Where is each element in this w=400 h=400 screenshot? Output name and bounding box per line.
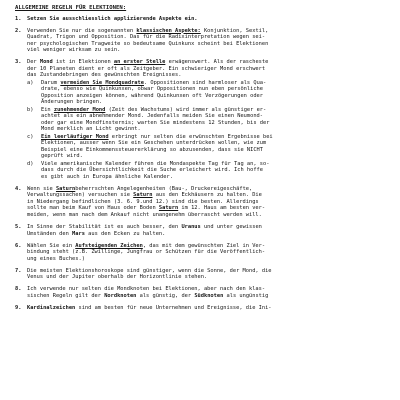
sub-rule-text-line: es gibt auch in Europa ähnliche Kalender. [41, 173, 173, 180]
rule-text-line: Der Mond ist in Elektionen an erster Stelle erwägenswert. Als der rascheste [27, 59, 269, 66]
rule-number: 2. [15, 27, 22, 34]
rule-text-line: Kardinalzeichen sind am besten für neue Unternehmen und Ereignisse, die Ini- [27, 304, 272, 311]
sub-rule-text-line: Ein leerläufiger Mond erbringt nur selten die erwünschten Ergebnisse bei [41, 133, 273, 140]
sub-rule-label: d) [27, 160, 34, 167]
sub-rule-text-line: Mond merklich an Licht gewinnt. [41, 126, 141, 133]
rule-text-line: Ich verwende nur selten die Mondknoten bei Elektionen, aber nach den klas- [27, 286, 266, 293]
sub-rule-item [27, 107, 386, 133]
rule-body [27, 28, 386, 54]
sub-rule-text-line: Darum vermeiden Sie Mondquadrate. Oppositionen sind harmloser als Qua- [41, 79, 267, 86]
rule-number: 4. [15, 185, 22, 192]
rule-text-line: viel weniger wirksam zu sein. [27, 47, 121, 54]
rule-number: 5. [15, 224, 22, 231]
rule-text-line: sischen Regeln gilt der Nordknoten als günstig, der Südknoten als ungünstig [27, 292, 269, 299]
rule-body [27, 286, 386, 299]
rule-text-line: das Zustandebringen des gewünschten Ereignisses. [27, 72, 182, 79]
sub-rule-item [27, 80, 386, 106]
rules-list [15, 16, 386, 312]
sub-rule-body [41, 107, 386, 133]
rule-number: 7. [15, 267, 22, 274]
sub-rule-text-line: oder gar eine Mondfinsternis; warten Sie mindestens 12 Stunden, bis der [41, 119, 270, 126]
sub-rule-text-line: Beispiel eine Einkommenssteuererklärung so abzusenden, dass sie NICHT [41, 146, 263, 153]
rule-text-line: bindung steht (z.B. Zwillinge, Jungfrau or Schützen für die Veröffentlich- [27, 249, 266, 256]
sub-rule-body [41, 134, 386, 160]
rule-body [27, 186, 386, 219]
rule-item [15, 28, 386, 54]
sub-rule-text-line: achtet als ein abnehmender Mond. Jedenfalls meiden Sie einen Neumond- [41, 113, 263, 120]
rule-text-line: Quadrat, Trigon und Opposition. Das für die Radixinterpretation wegen sei- [27, 34, 266, 41]
rule-text-line: der 10 Planeten dient er oft als Zeitgeber. Ein schwieriger Mond erschwert [27, 65, 266, 72]
sub-rule-text-line: geprüft wird. [41, 153, 83, 160]
rule-item [15, 224, 386, 237]
sub-rule-text-line: Ein zunehmender Mond (Zeit des Wachstums) wird immer als günstiger er- [41, 106, 267, 113]
rule-item [15, 186, 386, 219]
sub-rule-text-line: Viele amerikanische Kalender führen die Mondaspekte Tag für Tag an, so- [41, 160, 270, 167]
rule-number: 8. [15, 286, 22, 293]
rule-body [27, 16, 386, 23]
rule-text-line: Setzen Sie ausschliesslich applizierende Aspekte ein. [27, 15, 198, 22]
sub-rule-text-line: Änderungen bringen. [41, 99, 103, 106]
rule-text-line: In Sinne der Stabilität ist es auch besser, den Uranus und unter gewissen [27, 224, 262, 231]
rule-number: 3. [15, 59, 22, 66]
sub-rule-text-line: Opposition anzeigen können, während Quinkunxen oft Verzögerungen oder [41, 92, 263, 99]
sub-rule-text-line: drate, ebenso wie Quinkunxen, obwar Oppositionen nun eben persönliche [41, 86, 263, 93]
sub-rule-label: b) [27, 106, 34, 113]
document-title: ALLGEMEINE REGELN FÜR ELEKTIONEN: [15, 5, 127, 11]
rule-text-line: sollte man beim Kauf von Haus oder Boden Saturn im 12. Haus am besten ver- [27, 205, 266, 212]
rule-item [15, 16, 386, 23]
sub-rule-item [27, 134, 386, 160]
rule-body [27, 59, 386, 180]
rule-number: 9. [15, 304, 22, 311]
rule-text-line: Die meisten Elektionshoroskope sind günstiger, wenn die Sonne, der Mond, die [27, 267, 272, 274]
sub-rule-label: a) [27, 79, 34, 86]
rule-text-line: Umständen den Mars aus den Ecken zu halten. [27, 230, 166, 237]
rule-item [15, 243, 386, 263]
rule-body [27, 224, 386, 237]
sub-rule-text-line: Elektionen, ausser wenn Sie ein Geschehen unterdrücken wollen, wie zum [41, 140, 267, 147]
rule-text-line: Wählen Sie ein Aufsteigenden Zeichen, das mit dem gewünschten Ziel in Ver- [27, 242, 266, 249]
rule-text-line: Verwenden Sie nur die sogenannten klassischen Aspekte: Konjunktion, Sextil, [27, 27, 269, 34]
rule-item [15, 305, 386, 312]
rule-text-line: Verwaltungssachen) versuchen sie Saturn aus den Eckhäusern zu halten. Die [27, 192, 262, 199]
rule-body [27, 268, 386, 281]
rule-text-line: ung eines Buches.) [27, 255, 85, 262]
rule-number: 6. [15, 242, 22, 249]
sub-rule-label: c) [27, 133, 34, 140]
rule-item [15, 59, 386, 180]
rule-item [15, 268, 386, 281]
sub-rule-body [41, 161, 386, 181]
rule-body [27, 305, 386, 312]
sub-rule-text-line: dass durch die Übersichtlichkeit die Suche erleichert wird. Ich hoffe [41, 167, 263, 174]
sub-rule-item [27, 161, 386, 181]
rule-text-line: in Niedergang befindlichen (3. 6. 9.und 12.) sind die besten. Allerdings [27, 198, 259, 205]
rule-text-line: Wenn sie Saturnbeherrschten Angelegenheiten (Bau-, Druckereigeschäfte, [27, 185, 253, 192]
rule-body [27, 243, 386, 263]
rule-text-line: meiden, wenn man nach dem Ankauf nicht unangenehm überrascht werden will. [27, 212, 262, 218]
rule-number: 1. [15, 15, 22, 22]
rule-text-line: ner psychologischen Tragweite so bedeutsame Quinkunx scheint bei Elektionen [27, 40, 269, 47]
rule-item [15, 286, 386, 299]
rule-text-line: Venus und der Jupiter oberhalb der Horizontlinie stehen. [27, 274, 208, 281]
sub-rule-body [41, 80, 386, 106]
